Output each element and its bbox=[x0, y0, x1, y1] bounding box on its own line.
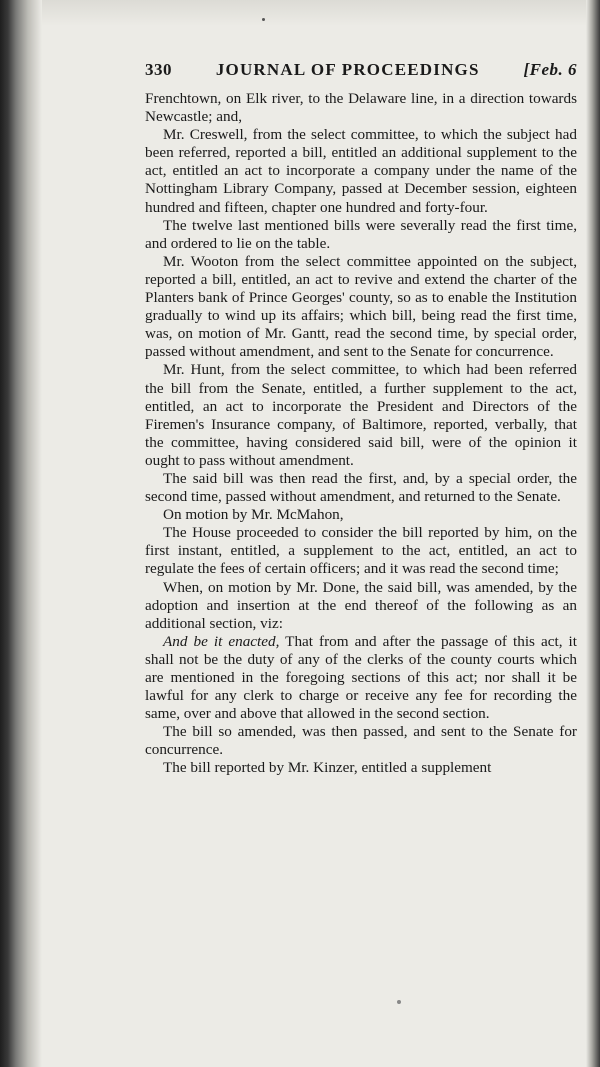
paragraph: The twelve last mentioned bills were severally read the first time, and ordered to lie on the table. bbox=[145, 216, 577, 252]
paragraph: The House proceeded to consider the bill reported by him, on the first instant, entitled, a supplement to the act, entitled, an act to regulate the fees of certain officers; and it was read the second time; bbox=[145, 524, 577, 578]
paragraph: Mr. Creswell, from the select committee, to which the subject had been referred, reported a bill, entitled an additional supplement to the act, entitled an act to incorporate a company under the name of the Nottingham Library Company, passed at December session, eighteen hundred and fifteen, chapter one hundred and forty-four. bbox=[145, 126, 577, 216]
running-head bbox=[145, 60, 577, 80]
journal-page bbox=[145, 60, 577, 778]
journal-title: JOURNAL OF PROCEEDINGS bbox=[215, 60, 480, 79]
enacting-clause-lead: And be it enacted, bbox=[163, 632, 280, 650]
paragraph: Mr. Hunt, from the select committee, to which had been referred the bill from the Senate, entitled, a further supplement to the act, entitled, an act to incorporate the President and Directors of the Firemen's Insurance company, of Baltimore, reported, verbally, that the committee, having considered said bill, were of the opinion it ought to pass without amendment. bbox=[145, 361, 577, 469]
scan-speck bbox=[262, 18, 265, 21]
paragraph: When, on motion by Mr. Done, the said bill, was amended, by the adoption and insertion at the end thereof of the following as an additional section, viz: bbox=[145, 578, 577, 632]
paragraph: The bill reported by Mr. Kinzer, entitled a supplement bbox=[163, 759, 492, 777]
paragraph: Frenchtown, on Elk river, to the Delaware line, in a direction towards Newcastle; and, bbox=[145, 90, 577, 126]
page-number: 330 bbox=[145, 60, 172, 79]
scan-binding-shadow bbox=[0, 0, 42, 1067]
paragraph: The said bill was then read the first, and, by a special order, the second time, passed without amendment, and returned to the Senate. bbox=[145, 469, 577, 506]
enacting-clause-text: That from and after the passage of this act, it shall not be the duty of any of the clerks of the county courts which are mentioned in the foregoing sections of this act; nor shall it be lawful for any clerk to charge or receive any fee for recording the same, over and above that allowed in the second section. bbox=[145, 632, 577, 723]
paragraph: On motion by Mr. McMahon, bbox=[163, 506, 344, 524]
scan-speck bbox=[397, 1000, 401, 1004]
paragraph: The bill so amended, was then passed, and sent to the Senate for concurrence. bbox=[145, 723, 577, 759]
paragraph: Mr. Wooton from the select committee appointed on the subject, reported a bill, entitled, an act to revive and extend the charter of the Planters bank of Prince Georges' county, so as to enable the Institution gradually to wind up its affairs; which bill, being read the first time, was, on motion of Mr. Gantt, read the second time, by special order, passed without amendment, and sent to the Senate for concurrence. bbox=[145, 252, 577, 361]
scan-right-edge bbox=[586, 0, 600, 1067]
date-heading: [Feb. 6 bbox=[523, 60, 577, 79]
scan-top-margin bbox=[0, 0, 600, 26]
enacting-clause bbox=[145, 633, 577, 723]
journal-body bbox=[145, 90, 577, 778]
